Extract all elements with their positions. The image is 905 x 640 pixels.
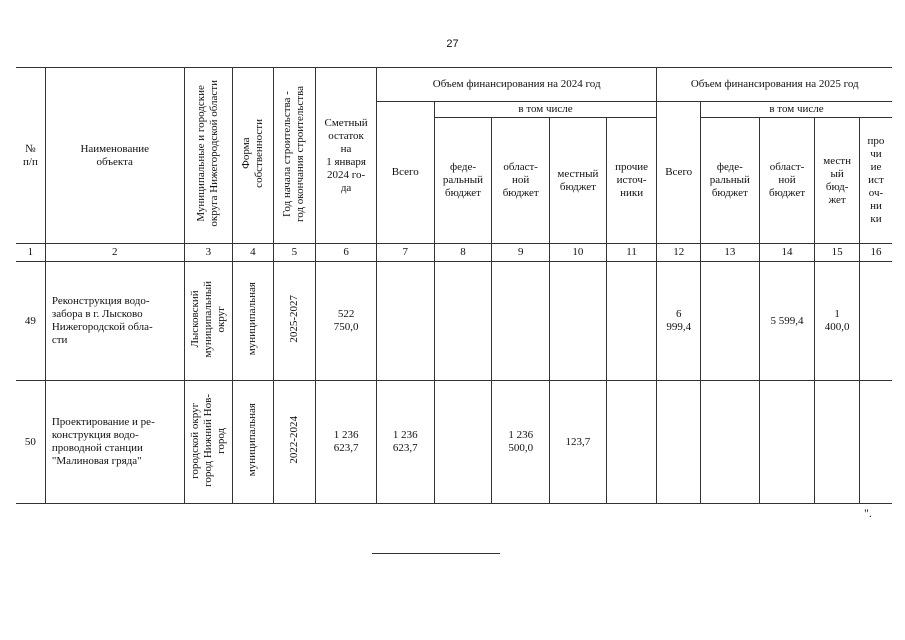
header-local-2025: местн ый бюд- жет xyxy=(815,118,860,244)
ownership: муниципальная xyxy=(246,403,259,477)
col-num-14: 14 xyxy=(759,244,815,262)
col-num-13: 13 xyxy=(700,244,759,262)
header-years: Год начала строительства - год окончания строительства xyxy=(281,85,307,222)
header-regional-2025: област- ной бюджет xyxy=(759,118,815,244)
row-num: 49 xyxy=(16,262,45,381)
header-regional-2024: област- ной бюджет xyxy=(492,118,550,244)
years: 2025-2027 xyxy=(287,295,300,343)
total-2024 xyxy=(376,262,434,381)
col-num-16: 16 xyxy=(859,244,892,262)
header-ownership: Форма собственности xyxy=(239,119,265,188)
col-num-7: 7 xyxy=(376,244,434,262)
header-total-2024: Всего xyxy=(376,102,434,244)
regional-2025 xyxy=(759,381,815,504)
col-num-1: 1 xyxy=(16,244,45,262)
col-num-6: 6 xyxy=(316,244,377,262)
regional-2025: 5 599,4 xyxy=(759,262,815,381)
header-other-2025: про чи ие ист оч- ни ки xyxy=(859,118,892,244)
col-num-15: 15 xyxy=(815,244,860,262)
col-num-11: 11 xyxy=(606,244,657,262)
header-remainder: Сметный остаток на 1 января 2024 го- да xyxy=(316,68,377,244)
header-total-2025: Всего xyxy=(657,102,701,244)
header-num: № п/п xyxy=(16,68,45,244)
header-name: Наименование объекта xyxy=(45,68,184,244)
federal-2024 xyxy=(434,381,492,504)
table-row xyxy=(16,262,892,381)
regional-2024: 1 236 500,0 xyxy=(492,381,550,504)
total-2025 xyxy=(657,381,701,504)
local-2025 xyxy=(815,381,860,504)
local-2024 xyxy=(550,262,607,381)
table-row xyxy=(16,381,892,504)
header-group-2025: Объем финансирования на 2025 год xyxy=(657,68,892,102)
header-local-2024: местный бюджет xyxy=(550,118,607,244)
header-row-1 xyxy=(16,68,892,102)
col-num-4: 4 xyxy=(233,244,274,262)
remainder: 522 750,0 xyxy=(316,262,377,381)
header-federal-2025: феде- ральный бюджет xyxy=(700,118,759,244)
other-2024 xyxy=(606,381,657,504)
col-num-10: 10 xyxy=(550,244,607,262)
column-number-row xyxy=(16,244,892,262)
object-name: Реконструкция водо- забора в г. Лысково Нижегородской обла- сти xyxy=(45,262,184,381)
col-num-9: 9 xyxy=(492,244,550,262)
municipality: Лысковский муниципальный округ xyxy=(188,280,227,358)
col-num-3: 3 xyxy=(184,244,233,262)
federal-2024 xyxy=(434,262,492,381)
header-group-2024: Объем финансирования на 2024 год xyxy=(376,68,657,102)
page-number: 27 xyxy=(446,38,459,50)
header-municipality: Муниципальные и городские округа Нижегородской области xyxy=(195,80,221,227)
total-2024: 1 236 623,7 xyxy=(376,381,434,504)
local-2024: 123,7 xyxy=(550,381,607,504)
header-federal-2024: феде- ральный бюджет xyxy=(434,118,492,244)
years: 2022-2024 xyxy=(287,416,300,464)
row-num: 50 xyxy=(16,381,45,504)
financing-table xyxy=(16,67,892,504)
header-other-2024: прочие источ- ники xyxy=(606,118,657,244)
remainder: 1 236 623,7 xyxy=(316,381,377,504)
col-num-12: 12 xyxy=(657,244,701,262)
federal-2025 xyxy=(700,381,759,504)
local-2025: 1 400,0 xyxy=(815,262,860,381)
col-num-2: 2 xyxy=(45,244,184,262)
other-2024 xyxy=(606,262,657,381)
col-num-8: 8 xyxy=(434,244,492,262)
municipality: городской округ город Нижний Нов- город xyxy=(188,393,227,487)
object-name: Проектирование и ре- конструкция водо- проводной станции "Малиновая гряда" xyxy=(45,381,184,504)
closing-quote-mark: ". xyxy=(864,506,872,520)
regional-2024 xyxy=(492,262,550,381)
total-2025: 6 999,4 xyxy=(657,262,701,381)
federal-2025 xyxy=(700,262,759,381)
header-incl-2025: в том числе xyxy=(700,102,892,118)
other-2025 xyxy=(859,262,892,381)
header-incl-2024: в том числе xyxy=(434,102,657,118)
other-2025 xyxy=(859,381,892,504)
ownership: муниципальная xyxy=(246,282,259,356)
separator-line xyxy=(372,553,500,554)
col-num-5: 5 xyxy=(273,244,316,262)
